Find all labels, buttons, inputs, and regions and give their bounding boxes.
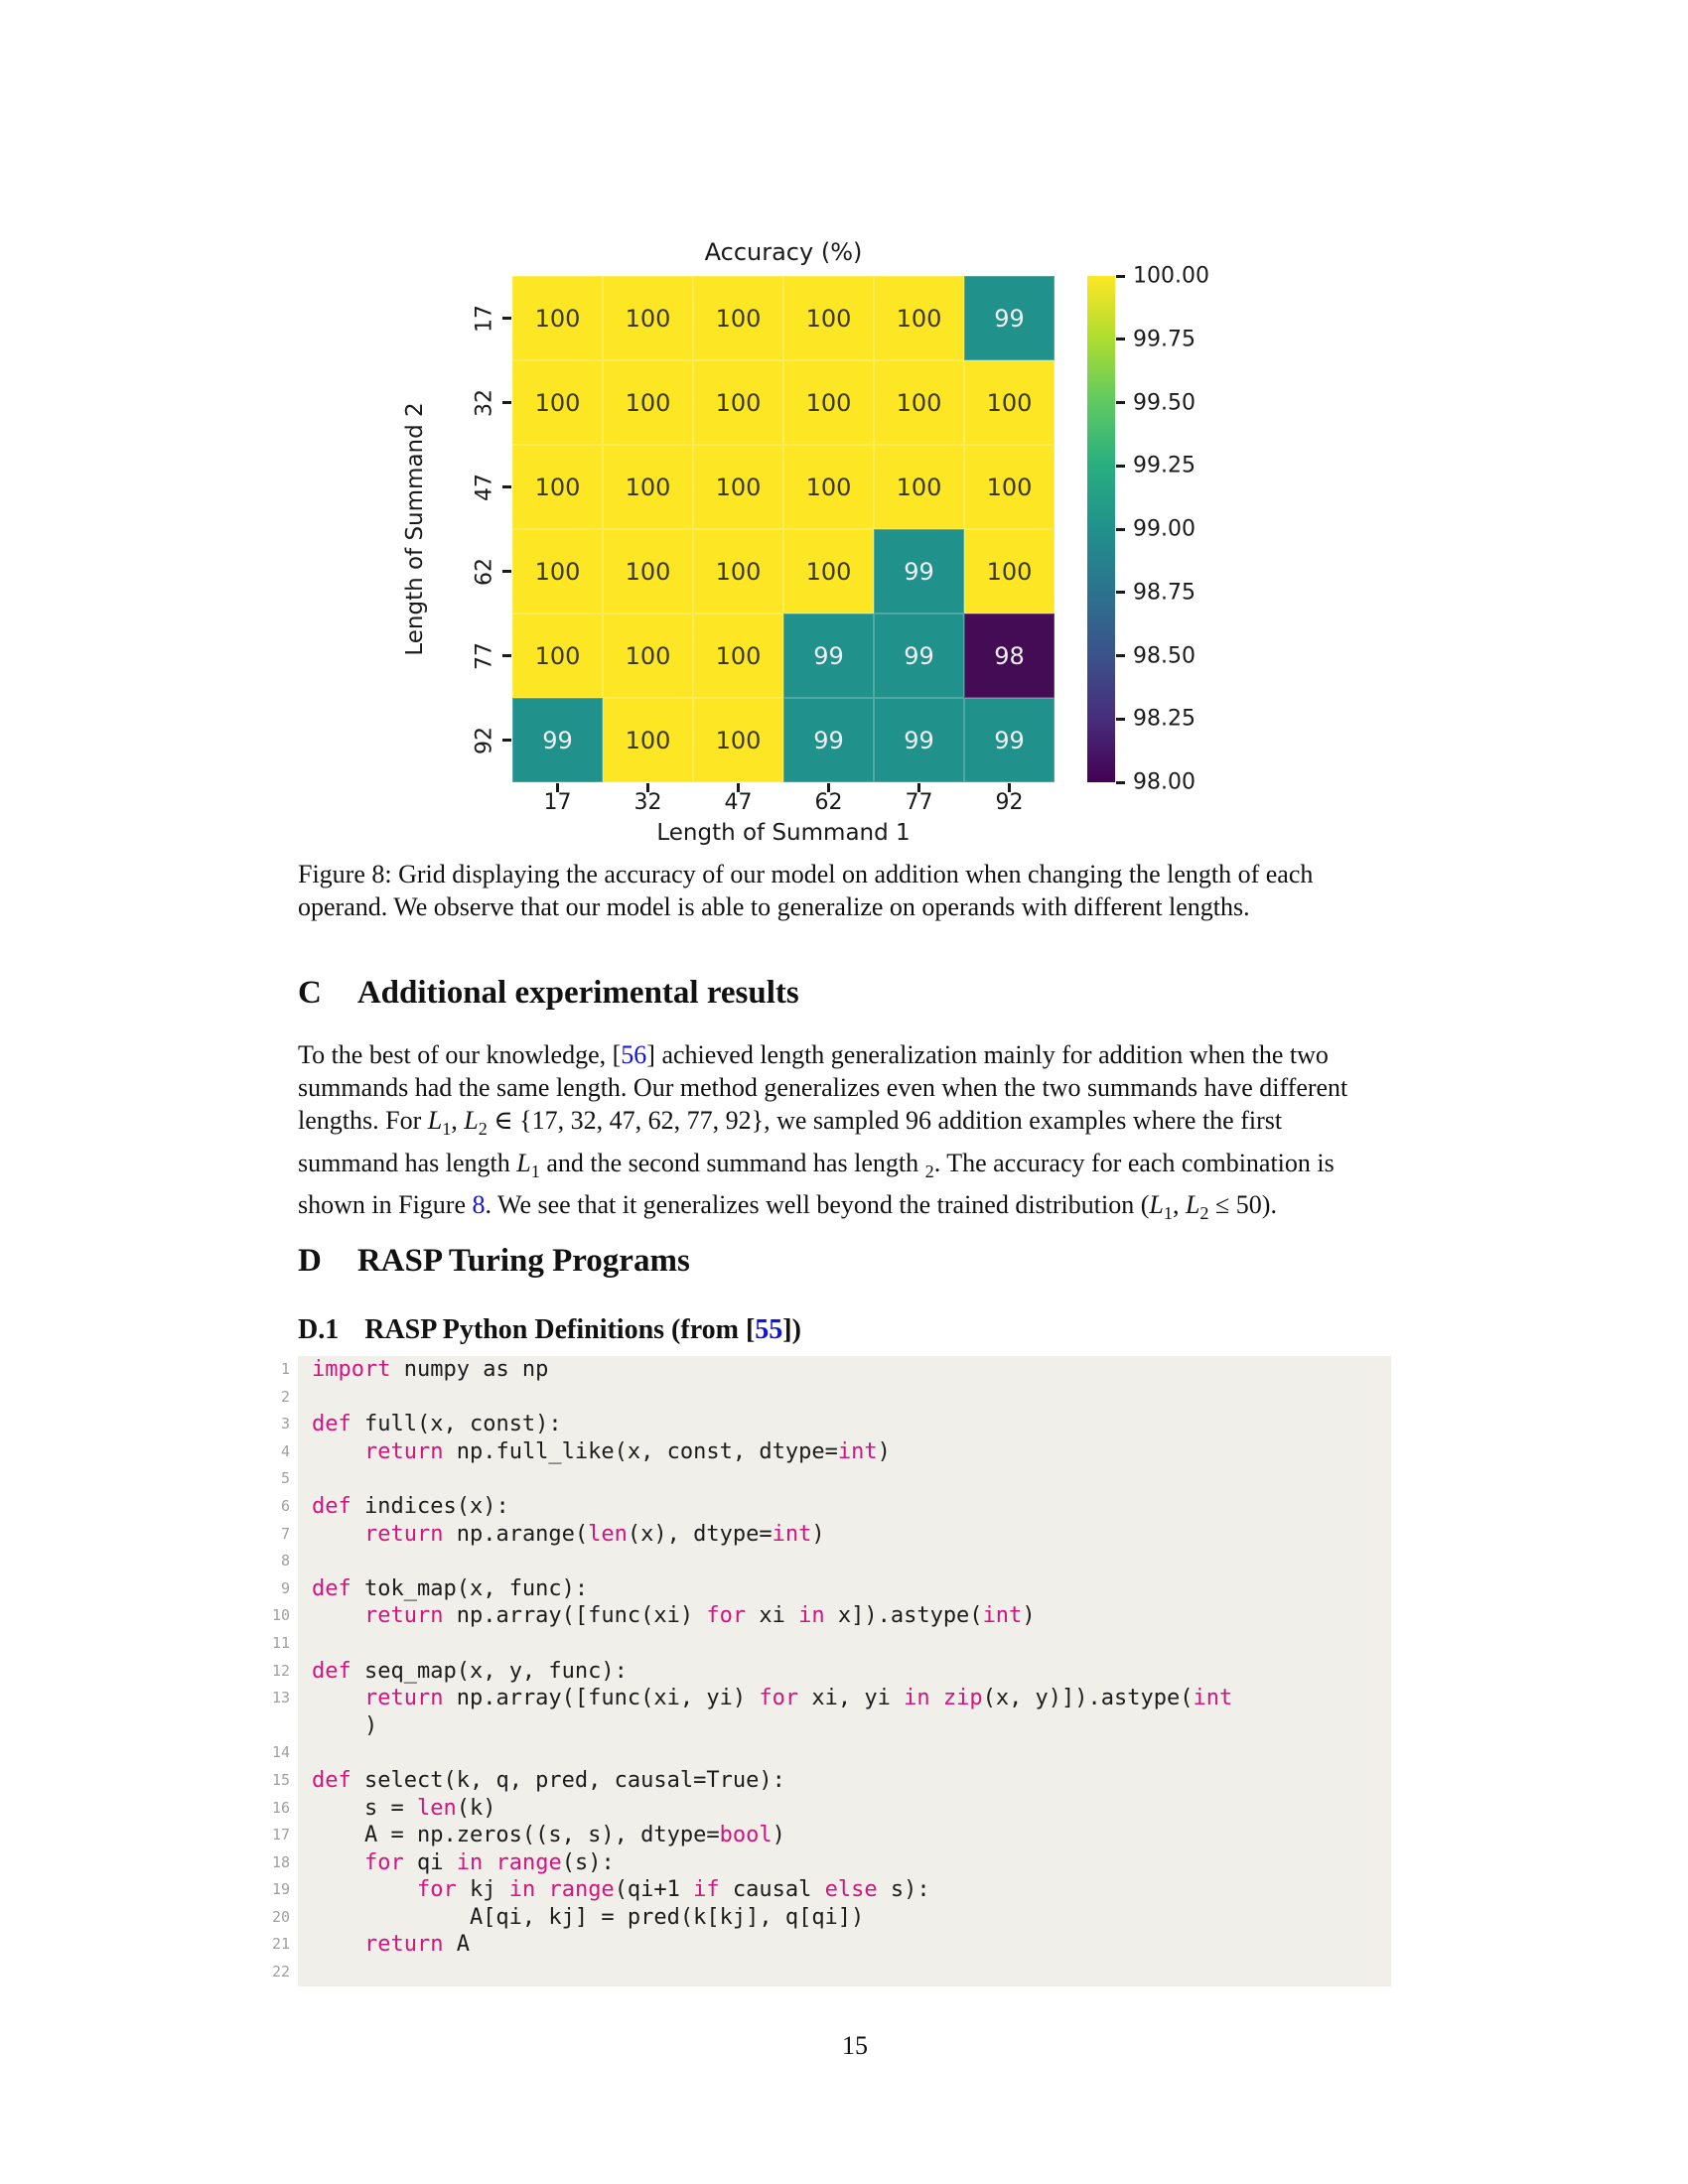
code-text-run: np.array([func(xi) bbox=[443, 1603, 707, 1629]
code-line-text bbox=[298, 1548, 1391, 1575]
paragraph-line bbox=[298, 1188, 1412, 1230]
math-symbol: L bbox=[1149, 1190, 1164, 1220]
code-keyword: in bbox=[904, 1686, 930, 1711]
y-tick-mark bbox=[502, 654, 511, 657]
code-text-run: s = bbox=[312, 1795, 417, 1821]
code-text-run: np.arange( bbox=[443, 1521, 589, 1547]
code-line-text bbox=[298, 1521, 1391, 1549]
code-line-number: 8 bbox=[280, 1552, 290, 1570]
heatmap-cell: 99 bbox=[874, 698, 964, 782]
code-keyword: int bbox=[982, 1603, 1023, 1629]
heatmap-cell: 100 bbox=[512, 360, 603, 445]
code-line-text bbox=[298, 1739, 1391, 1767]
heatmap-cell: 100 bbox=[783, 360, 874, 445]
code-text-run: seq_map(x, y, func): bbox=[351, 1658, 628, 1684]
heatmap-cell: 100 bbox=[512, 445, 603, 529]
heatmap-cell: 100 bbox=[603, 698, 693, 782]
x-axis-label: Length of Summand 1 bbox=[656, 820, 911, 846]
code-keyword: range bbox=[495, 1849, 562, 1875]
code-text-run: xi, yi bbox=[798, 1686, 905, 1711]
code-line-text bbox=[298, 1795, 1391, 1823]
code-line bbox=[256, 1904, 1391, 1932]
code-line-number bbox=[256, 1712, 298, 1740]
heatmap-cell: 100 bbox=[603, 529, 693, 614]
code-keyword: range bbox=[548, 1877, 615, 1903]
code-line-text bbox=[298, 1356, 1391, 1384]
code-text-run: (s): bbox=[561, 1849, 615, 1875]
code-text-run: (x, y)]).astype( bbox=[982, 1686, 1194, 1711]
code-text-run: select(k, q, pred, causal=True): bbox=[351, 1767, 785, 1793]
code-keyword: return bbox=[363, 1603, 444, 1629]
heatmap-grid bbox=[512, 276, 1055, 782]
colorbar-tick-mark bbox=[1116, 465, 1125, 468]
code-text-run: A bbox=[443, 1932, 470, 1958]
math-subscript: 1 bbox=[1163, 1203, 1173, 1224]
heatmap-cell: 100 bbox=[783, 276, 874, 360]
code-line-number: 10 bbox=[271, 1606, 290, 1625]
code-text-run: s): bbox=[877, 1877, 930, 1903]
code-line-number: 9 bbox=[280, 1578, 290, 1597]
text-run: To the best of our knowledge, [ bbox=[298, 1040, 622, 1069]
heatmap-cell: 100 bbox=[603, 360, 693, 445]
figure-8 bbox=[0, 0, 1688, 854]
code-text-run bbox=[312, 1603, 364, 1628]
colorbar-tick-mark bbox=[1116, 338, 1125, 341]
code-line-number: 3 bbox=[280, 1415, 290, 1433]
code-line bbox=[256, 1384, 1391, 1412]
code-line bbox=[256, 1438, 1391, 1466]
code-keyword: int bbox=[837, 1438, 878, 1464]
colorbar-tick-mark bbox=[1116, 591, 1125, 594]
code-line-number: 11 bbox=[271, 1633, 290, 1652]
code-line bbox=[256, 1712, 1391, 1740]
code-text-run: ) bbox=[877, 1438, 891, 1464]
code-keyword: for bbox=[363, 1849, 404, 1875]
heatmap-cell: 100 bbox=[693, 360, 783, 445]
code-keyword: int bbox=[772, 1521, 812, 1547]
caption-line: operand. We observe that our model is able to generalize on operands with different lengths. bbox=[298, 892, 1250, 921]
colorbar-tick-label: 98.25 bbox=[1133, 706, 1196, 732]
code-line bbox=[256, 1493, 1391, 1521]
code-line-text bbox=[298, 1767, 1391, 1795]
code-keyword: int bbox=[1193, 1686, 1233, 1711]
subsection-number: D.1 bbox=[298, 1314, 340, 1345]
code-line bbox=[256, 1959, 1391, 1986]
code-line-text bbox=[298, 1384, 1391, 1412]
code-line-number: 12 bbox=[271, 1661, 290, 1680]
code-line bbox=[256, 1630, 1391, 1658]
code-text-run: kj bbox=[456, 1877, 509, 1903]
code-text-run bbox=[312, 1932, 364, 1957]
text-run: RASP Python Definitions (from [ bbox=[364, 1314, 756, 1345]
code-line bbox=[256, 1822, 1391, 1849]
text-run: . The accuracy for each combination is bbox=[933, 1148, 1335, 1177]
heatmap-cell: 100 bbox=[783, 445, 874, 529]
code-line-number: 21 bbox=[271, 1935, 290, 1954]
colorbar bbox=[1087, 276, 1115, 782]
code-text-run: indices(x): bbox=[351, 1493, 509, 1519]
math-subscript: 2 bbox=[924, 1160, 934, 1181]
text-run: . We see that it generalizes well beyond the trained distribution ( bbox=[485, 1190, 1150, 1220]
text-run: and the second summand has length bbox=[539, 1148, 925, 1177]
x-tick-label: 17 bbox=[543, 790, 572, 815]
heatmap-cell: 99 bbox=[964, 698, 1055, 782]
code-line-text bbox=[298, 1822, 1391, 1849]
heatmap-cell: 100 bbox=[603, 276, 693, 360]
math-subscript: 1 bbox=[530, 1160, 540, 1181]
code-text-run: ) bbox=[1022, 1603, 1036, 1629]
code-text-run bbox=[312, 1439, 364, 1464]
code-line-number: 2 bbox=[280, 1387, 290, 1406]
text-run: ≤ 50). bbox=[1208, 1190, 1277, 1220]
code-line-text bbox=[298, 1849, 1391, 1877]
math-symbol: L bbox=[464, 1106, 479, 1136]
code-keyword: for bbox=[706, 1603, 747, 1629]
heatmap-cell: 98 bbox=[964, 614, 1055, 698]
x-tick-label: 32 bbox=[633, 790, 662, 815]
code-line bbox=[256, 1411, 1391, 1438]
colorbar-tick-mark bbox=[1116, 528, 1125, 531]
colorbar-tick-label: 99.00 bbox=[1133, 516, 1196, 542]
code-keyword: def bbox=[312, 1767, 352, 1793]
code-keyword: in bbox=[798, 1603, 825, 1629]
code-line bbox=[256, 1465, 1391, 1493]
code-text-run: np.full_like(x, const, dtype= bbox=[443, 1438, 838, 1464]
code-text-run: A = np.zeros((s, s), dtype= bbox=[312, 1823, 720, 1848]
x-tick-label: 62 bbox=[814, 790, 843, 815]
code-line bbox=[256, 1658, 1391, 1686]
code-keyword: def bbox=[312, 1658, 352, 1684]
code-text-run: numpy as np bbox=[390, 1357, 549, 1382]
code-line-text bbox=[298, 1465, 1391, 1493]
heatmap-cell: 100 bbox=[874, 276, 964, 360]
y-tick-label: 32 bbox=[472, 388, 497, 417]
y-tick-label: 92 bbox=[472, 726, 497, 754]
section-number: C bbox=[298, 975, 322, 1011]
code-text-run: np.array([func(xi, yi) bbox=[443, 1686, 760, 1711]
code-line-text bbox=[298, 1712, 1391, 1740]
code-text-run: tok_map(x, func): bbox=[351, 1575, 589, 1601]
colorbar-tick-label: 98.00 bbox=[1133, 769, 1196, 795]
code-keyword: len bbox=[416, 1795, 457, 1821]
citation-link[interactable]: 8 bbox=[472, 1190, 486, 1220]
heatmap-cell: 99 bbox=[783, 698, 874, 782]
code-text-run bbox=[312, 1686, 364, 1710]
text-run: , bbox=[451, 1106, 465, 1136]
code-text-run: xi bbox=[746, 1603, 799, 1629]
text-run: ]) bbox=[782, 1314, 801, 1345]
code-text-run: ) bbox=[772, 1823, 785, 1848]
code-line bbox=[256, 1548, 1391, 1575]
math-subscript: 2 bbox=[1199, 1203, 1209, 1224]
code-line-number: 4 bbox=[280, 1441, 290, 1460]
colorbar-tick-label: 99.25 bbox=[1133, 453, 1196, 478]
code-text-run bbox=[535, 1877, 548, 1902]
code-line-number: 17 bbox=[271, 1826, 290, 1844]
x-tick-label: 92 bbox=[995, 790, 1024, 815]
body-paragraph bbox=[298, 1038, 1412, 1231]
code-text-run bbox=[312, 1522, 364, 1547]
code-keyword: return bbox=[363, 1521, 444, 1547]
code-keyword: return bbox=[363, 1932, 444, 1958]
text-run: summand has length bbox=[298, 1148, 517, 1177]
page-number: 15 bbox=[842, 2031, 868, 2060]
code-line-text bbox=[298, 1931, 1391, 1959]
code-keyword: bool bbox=[719, 1823, 773, 1848]
figure-caption bbox=[298, 858, 1412, 923]
code-line-text bbox=[298, 1630, 1391, 1658]
colorbar-tick-mark bbox=[1116, 275, 1125, 278]
section-d-heading bbox=[298, 1243, 690, 1280]
colorbar-tick-label: 98.50 bbox=[1133, 643, 1196, 668]
chart-title: Accuracy (%) bbox=[704, 238, 863, 266]
text-run: lengths. For bbox=[298, 1106, 428, 1136]
section-title: Additional experimental results bbox=[356, 975, 799, 1011]
colorbar-tick-label: 99.50 bbox=[1133, 390, 1196, 415]
math-symbol: L bbox=[1185, 1190, 1200, 1220]
code-text-run: A[qi, kj] = pred(k[kj], q[qi]) bbox=[312, 1904, 865, 1930]
y-tick-label: 17 bbox=[472, 304, 497, 333]
heatmap-cell: 100 bbox=[874, 445, 964, 529]
text-run: , bbox=[1172, 1190, 1186, 1220]
code-line bbox=[256, 1795, 1391, 1823]
code-keyword: return bbox=[363, 1438, 444, 1464]
y-tick-mark bbox=[502, 739, 511, 742]
y-axis-label: Length of Summand 2 bbox=[402, 402, 428, 656]
code-line-number: 6 bbox=[280, 1496, 290, 1515]
y-tick-label: 62 bbox=[472, 557, 497, 586]
citation-link[interactable]: 55 bbox=[755, 1314, 783, 1345]
code-listing bbox=[256, 1356, 1391, 1986]
code-line-text bbox=[298, 1658, 1391, 1686]
x-tick-label: 47 bbox=[724, 790, 753, 815]
heatmap-cell: 99 bbox=[512, 698, 603, 782]
code-keyword: import bbox=[312, 1357, 391, 1382]
code-keyword: return bbox=[363, 1686, 444, 1711]
code-line-number: 16 bbox=[271, 1798, 290, 1817]
code-keyword: zip bbox=[942, 1686, 983, 1711]
code-line-number: 13 bbox=[271, 1689, 290, 1707]
code-line bbox=[256, 1849, 1391, 1877]
paragraph-line bbox=[298, 1104, 1412, 1146]
code-line-number: 20 bbox=[271, 1907, 290, 1926]
heatmap-cell: 100 bbox=[693, 698, 783, 782]
code-text-run: (qi+1 bbox=[614, 1877, 694, 1903]
subsection-title bbox=[364, 1314, 801, 1345]
code-line bbox=[256, 1602, 1391, 1630]
section-title: RASP Turing Programs bbox=[356, 1243, 690, 1279]
y-tick-mark bbox=[502, 570, 511, 573]
code-line-number: 15 bbox=[271, 1770, 290, 1789]
paragraph-line bbox=[298, 1147, 1412, 1188]
text-run: summands had the same length. Our method generalizes even when the two summands have different bbox=[298, 1073, 1348, 1103]
code-keyword: if bbox=[693, 1877, 720, 1903]
heatmap-cell: 100 bbox=[693, 445, 783, 529]
code-line-text bbox=[298, 1959, 1391, 1986]
code-line bbox=[256, 1575, 1391, 1603]
y-tick-mark bbox=[502, 401, 511, 404]
heatmap-cell: 99 bbox=[874, 614, 964, 698]
heatmap-cell: 100 bbox=[512, 529, 603, 614]
code-keyword: in bbox=[456, 1849, 484, 1875]
heatmap-cell: 99 bbox=[964, 276, 1055, 360]
code-line-text bbox=[298, 1876, 1391, 1904]
paragraph-line bbox=[298, 1071, 1412, 1104]
code-keyword: for bbox=[759, 1686, 799, 1711]
code-line bbox=[256, 1767, 1391, 1795]
heatmap-cell: 100 bbox=[964, 360, 1055, 445]
code-line bbox=[256, 1931, 1391, 1959]
code-keyword: def bbox=[312, 1575, 352, 1601]
heatmap-cell: 100 bbox=[603, 445, 693, 529]
heatmap-cell: 100 bbox=[693, 614, 783, 698]
code-text-run: qi bbox=[403, 1849, 457, 1875]
code-text-run: (x), dtype= bbox=[627, 1521, 773, 1547]
math-subscript: 2 bbox=[478, 1119, 488, 1140]
code-line-text bbox=[298, 1602, 1391, 1630]
code-keyword: def bbox=[312, 1412, 352, 1437]
colorbar-tick-mark bbox=[1116, 718, 1125, 721]
code-line-text bbox=[298, 1493, 1391, 1521]
code-line-number: 18 bbox=[271, 1852, 290, 1871]
text-run: ∈ {17, 32, 47, 62, 77, 92}, we sampled 96 addition examples where the first bbox=[487, 1106, 1283, 1136]
heatmap-cell: 100 bbox=[964, 529, 1055, 614]
math-subscript: 1 bbox=[442, 1119, 452, 1140]
code-keyword: len bbox=[588, 1521, 628, 1547]
colorbar-tick-label: 100.00 bbox=[1133, 263, 1209, 289]
text-run: ] achieved length generalization mainly for addition when the two bbox=[646, 1040, 1329, 1069]
code-line-text bbox=[298, 1575, 1391, 1603]
code-text-run bbox=[930, 1686, 943, 1710]
colorbar-tick-mark bbox=[1116, 654, 1125, 657]
code-line-text bbox=[298, 1411, 1391, 1438]
code-line-number: 1 bbox=[280, 1360, 290, 1378]
code-line-number: 22 bbox=[271, 1963, 290, 1981]
heatmap-cell: 100 bbox=[512, 614, 603, 698]
code-line bbox=[256, 1521, 1391, 1549]
heatmap-cell: 100 bbox=[512, 276, 603, 360]
y-tick-mark bbox=[502, 317, 511, 320]
code-keyword: else bbox=[824, 1877, 878, 1903]
heatmap-cell: 100 bbox=[603, 614, 693, 698]
code-line-number: 14 bbox=[271, 1743, 290, 1762]
code-text-run bbox=[483, 1850, 495, 1875]
y-tick-label: 77 bbox=[472, 641, 497, 670]
code-text-run: ) bbox=[312, 1712, 378, 1738]
heatmap-cell: 100 bbox=[964, 445, 1055, 529]
citation-link[interactable]: 56 bbox=[621, 1040, 647, 1069]
code-text-run bbox=[312, 1850, 364, 1875]
code-text-run: full(x, const): bbox=[351, 1412, 562, 1437]
code-line-text bbox=[298, 1904, 1391, 1932]
code-keyword: def bbox=[312, 1493, 352, 1519]
text-run: shown in Figure bbox=[298, 1190, 473, 1220]
code-keyword: for bbox=[416, 1877, 457, 1903]
colorbar-tick-label: 98.75 bbox=[1133, 580, 1196, 606]
colorbar-tick-mark bbox=[1116, 401, 1125, 404]
code-line-number: 7 bbox=[280, 1524, 290, 1543]
code-text-run bbox=[312, 1877, 417, 1902]
code-line-number: 5 bbox=[280, 1469, 290, 1488]
paragraph-line bbox=[298, 1038, 1412, 1071]
code-line bbox=[256, 1685, 1391, 1712]
code-line-text bbox=[298, 1685, 1391, 1712]
y-tick-label: 47 bbox=[472, 473, 497, 501]
heatmap-cell: 100 bbox=[874, 360, 964, 445]
code-line-number: 19 bbox=[271, 1880, 290, 1899]
code-line-text bbox=[298, 1438, 1391, 1466]
code-line bbox=[256, 1356, 1391, 1384]
heatmap-cell: 100 bbox=[693, 529, 783, 614]
colorbar-tick-mark bbox=[1116, 781, 1125, 784]
code-line bbox=[256, 1739, 1391, 1767]
code-line bbox=[256, 1876, 1391, 1904]
code-keyword: in bbox=[508, 1877, 536, 1903]
code-text-run: causal bbox=[719, 1877, 825, 1903]
heatmap-cell: 100 bbox=[693, 276, 783, 360]
caption-line: Figure 8: Grid displaying the accuracy of our model on addition when changing the length of each bbox=[298, 860, 1314, 888]
heatmap-cell: 100 bbox=[783, 529, 874, 614]
code-text-run: (k) bbox=[456, 1795, 496, 1821]
heatmap-cell: 99 bbox=[783, 614, 874, 698]
x-tick-label: 77 bbox=[905, 790, 933, 815]
code-text-run: x]).astype( bbox=[824, 1603, 983, 1629]
colorbar-tick-label: 99.75 bbox=[1133, 327, 1196, 352]
section-number: D bbox=[298, 1243, 322, 1279]
math-symbol: L bbox=[516, 1148, 531, 1177]
heatmap-cell: 99 bbox=[874, 529, 964, 614]
subsection-d1-heading bbox=[298, 1314, 801, 1346]
y-tick-mark bbox=[502, 485, 511, 488]
code-text-run: ) bbox=[811, 1521, 825, 1547]
section-c-heading bbox=[298, 975, 799, 1012]
math-symbol: L bbox=[427, 1106, 443, 1136]
